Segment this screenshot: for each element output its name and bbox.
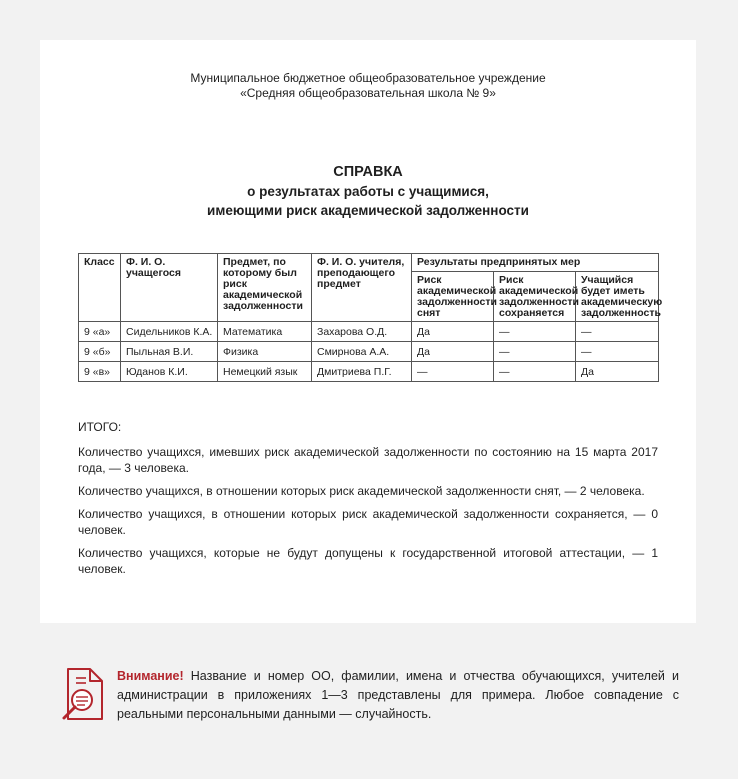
attention-label: Внимание! xyxy=(117,669,184,683)
disclaimer-notice xyxy=(60,667,680,731)
summary-paragraph-2: Количество учащихся, в отношении которых риск академической задолженности снят, — 2 человека. xyxy=(78,484,645,498)
document-title xyxy=(40,163,696,220)
cell-subject: Математика xyxy=(218,322,312,342)
header-results: Результаты предпринятых мер xyxy=(412,254,659,272)
title-main: СПРАВКА xyxy=(333,164,403,180)
cell-student: Сидельников К.А. xyxy=(121,322,218,342)
title-line-3: имеющими риск академической задолженности xyxy=(207,203,529,218)
cell-risk-removed: Да xyxy=(412,342,494,362)
document-magnifier-icon xyxy=(60,667,106,723)
header-subject: Предмет, по которому был риск академической задолженности xyxy=(218,254,312,322)
summary-paragraph-4: Количество учащихся, которые не будут допущены к государственной итоговой аттестации, — 1 человек. xyxy=(78,546,658,576)
cell-subject: Физика xyxy=(218,342,312,362)
header-teacher: Ф. И. О. учителя, преподающего предмет xyxy=(312,254,412,322)
document-sheet xyxy=(40,40,696,623)
cell-class: 9 «в» xyxy=(79,362,121,382)
organization-name xyxy=(40,71,696,101)
table-row xyxy=(79,362,659,382)
cell-teacher: Дмитриева П.Г. xyxy=(312,362,412,382)
summary-paragraph-3: Количество учащихся, в отношении которых риск академической задолженности сохраняется, — 0 человек. xyxy=(78,507,658,537)
summary-section xyxy=(78,419,658,584)
cell-student: Пыльная В.И. xyxy=(121,342,218,362)
org-line-1: Муниципальное бюджетное общеобразовательное учреждение xyxy=(190,71,546,85)
cell-will-have-debt: — xyxy=(576,342,659,362)
cell-class: 9 «б» xyxy=(79,342,121,362)
cell-risk-removed: — xyxy=(412,362,494,382)
title-line-2: о результатах работы с учащимися, xyxy=(247,184,489,199)
cell-risk-kept: — xyxy=(494,362,576,382)
cell-subject: Немецкий язык xyxy=(218,362,312,382)
cell-risk-kept: — xyxy=(494,322,576,342)
header-risk-removed: Риск академической задолженности снят xyxy=(412,272,494,322)
org-line-2: «Средняя общеобразовательная школа № 9» xyxy=(240,86,496,100)
cell-teacher: Захарова О.Д. xyxy=(312,322,412,342)
header-class: Класс xyxy=(79,254,121,322)
cell-will-have-debt: Да xyxy=(576,362,659,382)
notice-text xyxy=(117,667,679,724)
results-table xyxy=(78,253,663,382)
table-row xyxy=(79,322,659,342)
summary-paragraph-1: Количество учащихся, имевших риск академической задолженности по состоянию на 15 марта 2017 года, — 3 человека. xyxy=(78,445,658,475)
cell-risk-removed: Да xyxy=(412,322,494,342)
header-student: Ф. И. О. учащегося xyxy=(121,254,218,322)
header-risk-kept: Риск академической задолженности сохраняется xyxy=(494,272,576,322)
notice-body: Название и номер ОО, фамилии, имена и отчества обучающихся, учителей и администрации в приложениях 1—3 представлены для примера. Любое совпадение с реальными персональными данными — случайность. xyxy=(117,669,679,721)
summary-heading: ИТОГО: xyxy=(78,420,122,434)
cell-student: Юданов К.И. xyxy=(121,362,218,382)
table-row xyxy=(79,342,659,362)
cell-class: 9 «а» xyxy=(79,322,121,342)
cell-teacher: Смирнова А.А. xyxy=(312,342,412,362)
cell-risk-kept: — xyxy=(494,342,576,362)
cell-will-have-debt: — xyxy=(576,322,659,342)
header-will-have-debt: Учащийся будет иметь академическую задолженность xyxy=(576,272,659,322)
